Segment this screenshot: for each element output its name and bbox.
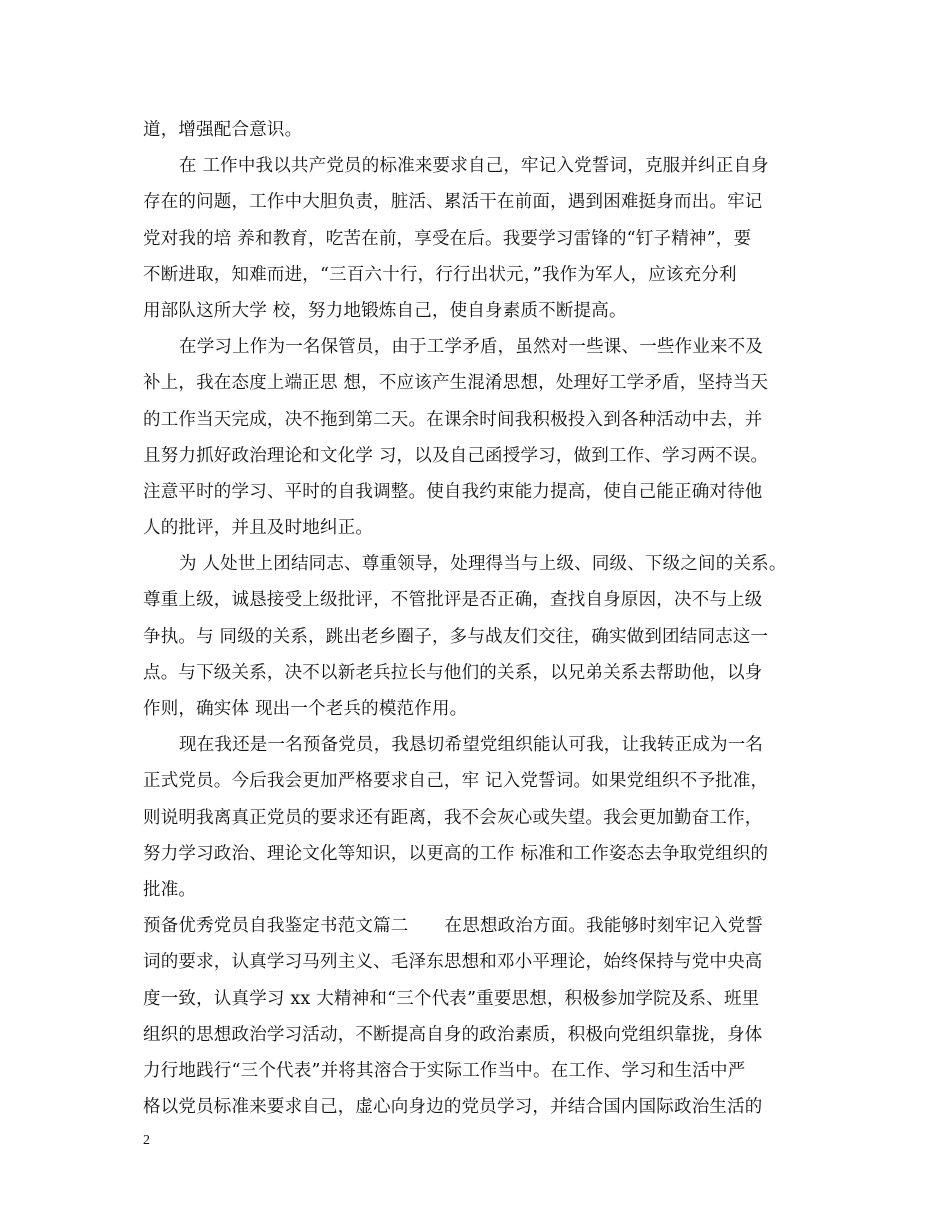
text-line: 努力学习政治、理论文化等知识，以更高的工作 标准和工作姿态去争取党组织的 (143, 843, 769, 864)
paragraph-first-line: 在 工作中我以共产党员的标准来要求自己，牢记入党誓词，克服并纠正自身 (179, 156, 769, 177)
text-line: 度一致，认真学习 xx 大精神和“三个代表”重要思想，积极参加学院及系、班里 (143, 988, 760, 1009)
text-line: 补上，我在态度上端正思 想，不应该产生混淆思想，处理好工学矛盾，坚持当天 (143, 373, 769, 394)
text-line: 道，增强配合意识。 (143, 120, 303, 140)
text-line: 存在的问题，工作中大胆负责，脏活、累活干在前面，遇到困难挺身而出。牢记 (143, 192, 763, 213)
text-line: 组织的思想政治学习活动，不断提高自身的政治素质，积极向党组织靠拢，身体 (143, 1024, 763, 1045)
paragraph-first-line: 为 人处世上团结同志、尊重领导，处理得当与上级、同级、下级之间的关系。 (179, 554, 787, 575)
text-line: 批准。 (143, 879, 197, 900)
paragraph-first-line: 在学习上作为一名保管员，由于工学矛盾，虽然对一些课、一些作业来不及 (179, 337, 764, 358)
text-line: 格以党员标准来要求自己，虚心向身边的党员学习，并结合国内国际政治生活的 (143, 1097, 763, 1118)
text-line: 点。与下级关系，决不以新老兵拉长与他们的关系，以兄弟关系去帮助他，以身 (143, 662, 763, 683)
section-heading-line (143, 908, 813, 944)
text-line: 力行地践行“三个代表”并将其溶合于实际工作当中。在工作、学习和生活中严 (143, 1060, 746, 1081)
page-number: 2 (143, 1133, 150, 1148)
text-line: 人的批评，并且及时地纠正。 (143, 518, 374, 539)
text-line: 尊重上级，诚恳接受上级批评，不管批评是否正确，查找自身原因，决不与上级 (143, 590, 763, 611)
text-line: 则说明我离真正党员的要求还有距离，我不会灰心或失望。我会更加勤奋工作， (143, 807, 763, 828)
text-line: 党对我的培 养和教育，吃苦在前，享受在后。我要学习雷锋的“钉子精神”，要 (143, 228, 752, 249)
paragraph-first-line: 现在我还是一名预备党员，我恳切希望党组织能认可我，让我转正成为一名 (179, 735, 764, 756)
text-line: 作则，确实体 现出一个老兵的模范作用。 (143, 699, 468, 719)
text-line: 词的要求，认真学习马列主义、毛泽东思想和邓小平理论，始终保持与党中央高 (143, 952, 763, 973)
text-line: 且努力抓好政治理论和文化学 习，以及自己函授学习，做到工作、学习两不误。 (143, 445, 769, 466)
text-line: 用部队这所大学 校，努力地锻炼自己，使自身素质不断提高。 (143, 300, 627, 321)
section-lead-text: 在思想政治方面。我能够时刻牢记入党誓 (444, 916, 764, 937)
text-line: 注意平时的学习、平时的自我调整。使自我约束能力提高，使自己能正确对待他 (143, 481, 763, 502)
text-line: 不断进取，知难而进，“三百六十行，行行出状元，”我作为军人，应该充分利 (143, 264, 737, 285)
section-title: 预备优秀党员自我鉴定书范文篇二 (143, 916, 409, 937)
text-line: 争执。与 同级的关系，跳出老乡圈子，多与战友们交往，确实做到团结同志这一 (143, 626, 769, 647)
text-line: 的工作当天完成，决不拖到第二天。在课余时间我积极投入到各种活动中去，并 (143, 409, 763, 430)
text-line: 正式党员。今后我会更加严格要求自己，牢 记入党誓词。如果党组织不予批准， (143, 771, 769, 792)
document-body (143, 112, 813, 1125)
